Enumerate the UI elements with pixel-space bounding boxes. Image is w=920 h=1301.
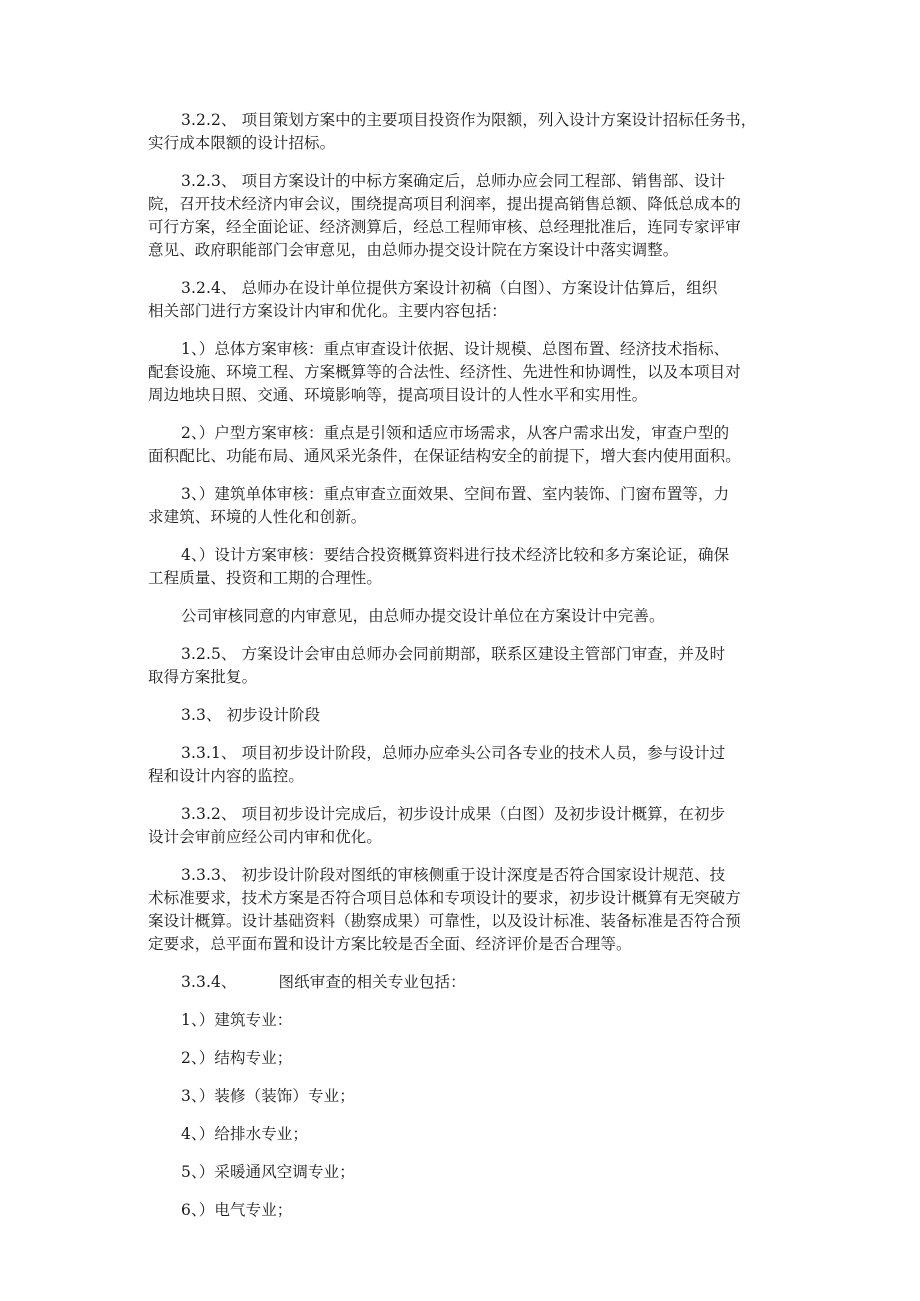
text-line: 程和设计内容的监控。 [148,767,305,785]
document-page [148,109,801,1237]
text-line [181,971,801,994]
text-line: 实行成本限额的设计招标。 [148,134,336,152]
text-line: 设计会审前应经公司内审和优化。 [148,828,383,846]
paragraph-3-3-1 [148,742,801,788]
paragraph-3-2-4 [148,277,801,323]
list-item: 1、）建筑专业： [181,1011,293,1029]
list-item: 3、）装修（装饰）专业； [181,1087,355,1105]
text-line: 3.2.3、 项目方案设计的中标方案确定后，总师办应会同工程部、销售部、设计 [181,172,726,190]
text-line: 术标准要求，技术方案是否符合项目总体和专项设计的要求，初步设计概算有无突破方 [148,889,741,907]
text-line: 工程质量、投资和工期的合理性。 [148,569,383,587]
list-item: 4、）给排水专业； [181,1125,309,1143]
specialty-item [181,1009,801,1032]
section-heading: 3.3、 初步设计阶段 [181,706,321,724]
paragraph-3-3-4 [181,971,801,994]
paragraph-item-1 [148,338,801,407]
specialty-item [181,1161,801,1184]
text-line: 取得方案批复。 [148,668,258,686]
paragraph-3-2-3 [148,170,801,262]
text-line: 定要求，总平面布置和设计方案比较是否全面、经济评价是否合理等。 [148,935,632,953]
text-line: 周边地块日照、交通、环境影响等，提高项目设计的人性水平和实用性。 [148,386,648,404]
paragraph-item-2 [148,422,801,468]
text-line: 面积配比、功能布局、通风采光条件，在保证结构安全的前提下，增大套内使用面积。 [148,447,741,465]
text-line: 3.3.1、 项目初步设计阶段，总师办应牵头公司各专业的技术人员，参与设计过 [181,744,726,762]
section-heading-3-3 [181,704,801,727]
text-line: 求建筑、环境的人性化和创新。 [148,508,367,526]
text-line: 3.2.4、 总师办在设计单位提供方案设计初稿（白图）、方案设计估算后，组织 [181,279,718,297]
list-item: 5、）采暖通风空调专业； [181,1163,355,1181]
text-line: 1、）总体方案审核：重点审查设计依据、设计规模、总图布置、经济技术指标、 [181,340,730,358]
text-line: 3、）建筑单体审核：重点审查立面效果、空间布置、室内装饰、门窗布置等，力 [181,485,730,503]
paragraph-approval [181,605,801,628]
text-line: 3.3.3、 初步设计阶段对图纸的审核侧重于设计深度是否符合国家设计规范、技 [181,866,726,884]
text-line: 2、）户型方案审核：重点是引领和适应市场需求，从客户需求出发，审查户型的 [181,424,730,442]
text-line: 4、）设计方案审核：要结合投资概算资料进行技术经济比较和多方案论证，确保 [181,546,730,564]
paragraph-3-3-2 [148,803,801,849]
paragraph-item-3 [148,483,801,529]
list-item: 2、）结构专业； [181,1049,293,1067]
paragraph-3-3-3 [148,864,801,956]
specialty-item [181,1199,801,1222]
text-line: 意见、政府职能部门会审意见，由总师办提交设计院在方案设计中落实调整。 [148,241,679,259]
paragraph-3-2-5 [148,643,801,689]
section-number: 3.3.4、 [181,973,237,991]
specialty-item [181,1085,801,1108]
text-line: 院，召开技术经济内审会议，围绕提高项目利润率，提出提高销售总额、降低总成本的 [148,195,741,213]
text-line: 公司审核同意的内审意见，由总师办提交设计单位在方案设计中完善。 [181,607,665,625]
text-line: 案设计概算。设计基础资料（勘察成果）可靠性，以及设计标准、装备标准是否符合预 [148,912,741,930]
text-line: 3.3.2、 项目初步设计完成后，初步设计成果（白图）及初步设计概算，在初步 [181,805,726,823]
list-item: 6、）电气专业； [181,1201,293,1219]
specialty-item [181,1123,801,1146]
text-line: 3.2.5、 方案设计会审由总师办会同前期部，联系区建设主管部门审查，并及时 [181,645,726,663]
paragraph-item-4 [148,544,801,590]
section-text: 图纸审查的相关专业包括： [278,973,466,991]
text-line: 配套设施、环境工程、方案概算等的合法性、经济性、先进性和协调性，以及本项目对 [148,363,741,381]
specialty-item [181,1047,801,1070]
text-line: 3.2.2、 项目策划方案中的主要项目投资作为限额，列入设计方案设计招标任务书， [181,111,757,129]
text-line: 可行方案，经全面论证、经济测算后，经总工程师审核、总经理批准后，连同专家评审 [148,218,741,236]
text-line: 相关部门进行方案设计内审和优化。主要内容包括： [148,302,507,320]
paragraph-3-2-2 [148,109,801,155]
